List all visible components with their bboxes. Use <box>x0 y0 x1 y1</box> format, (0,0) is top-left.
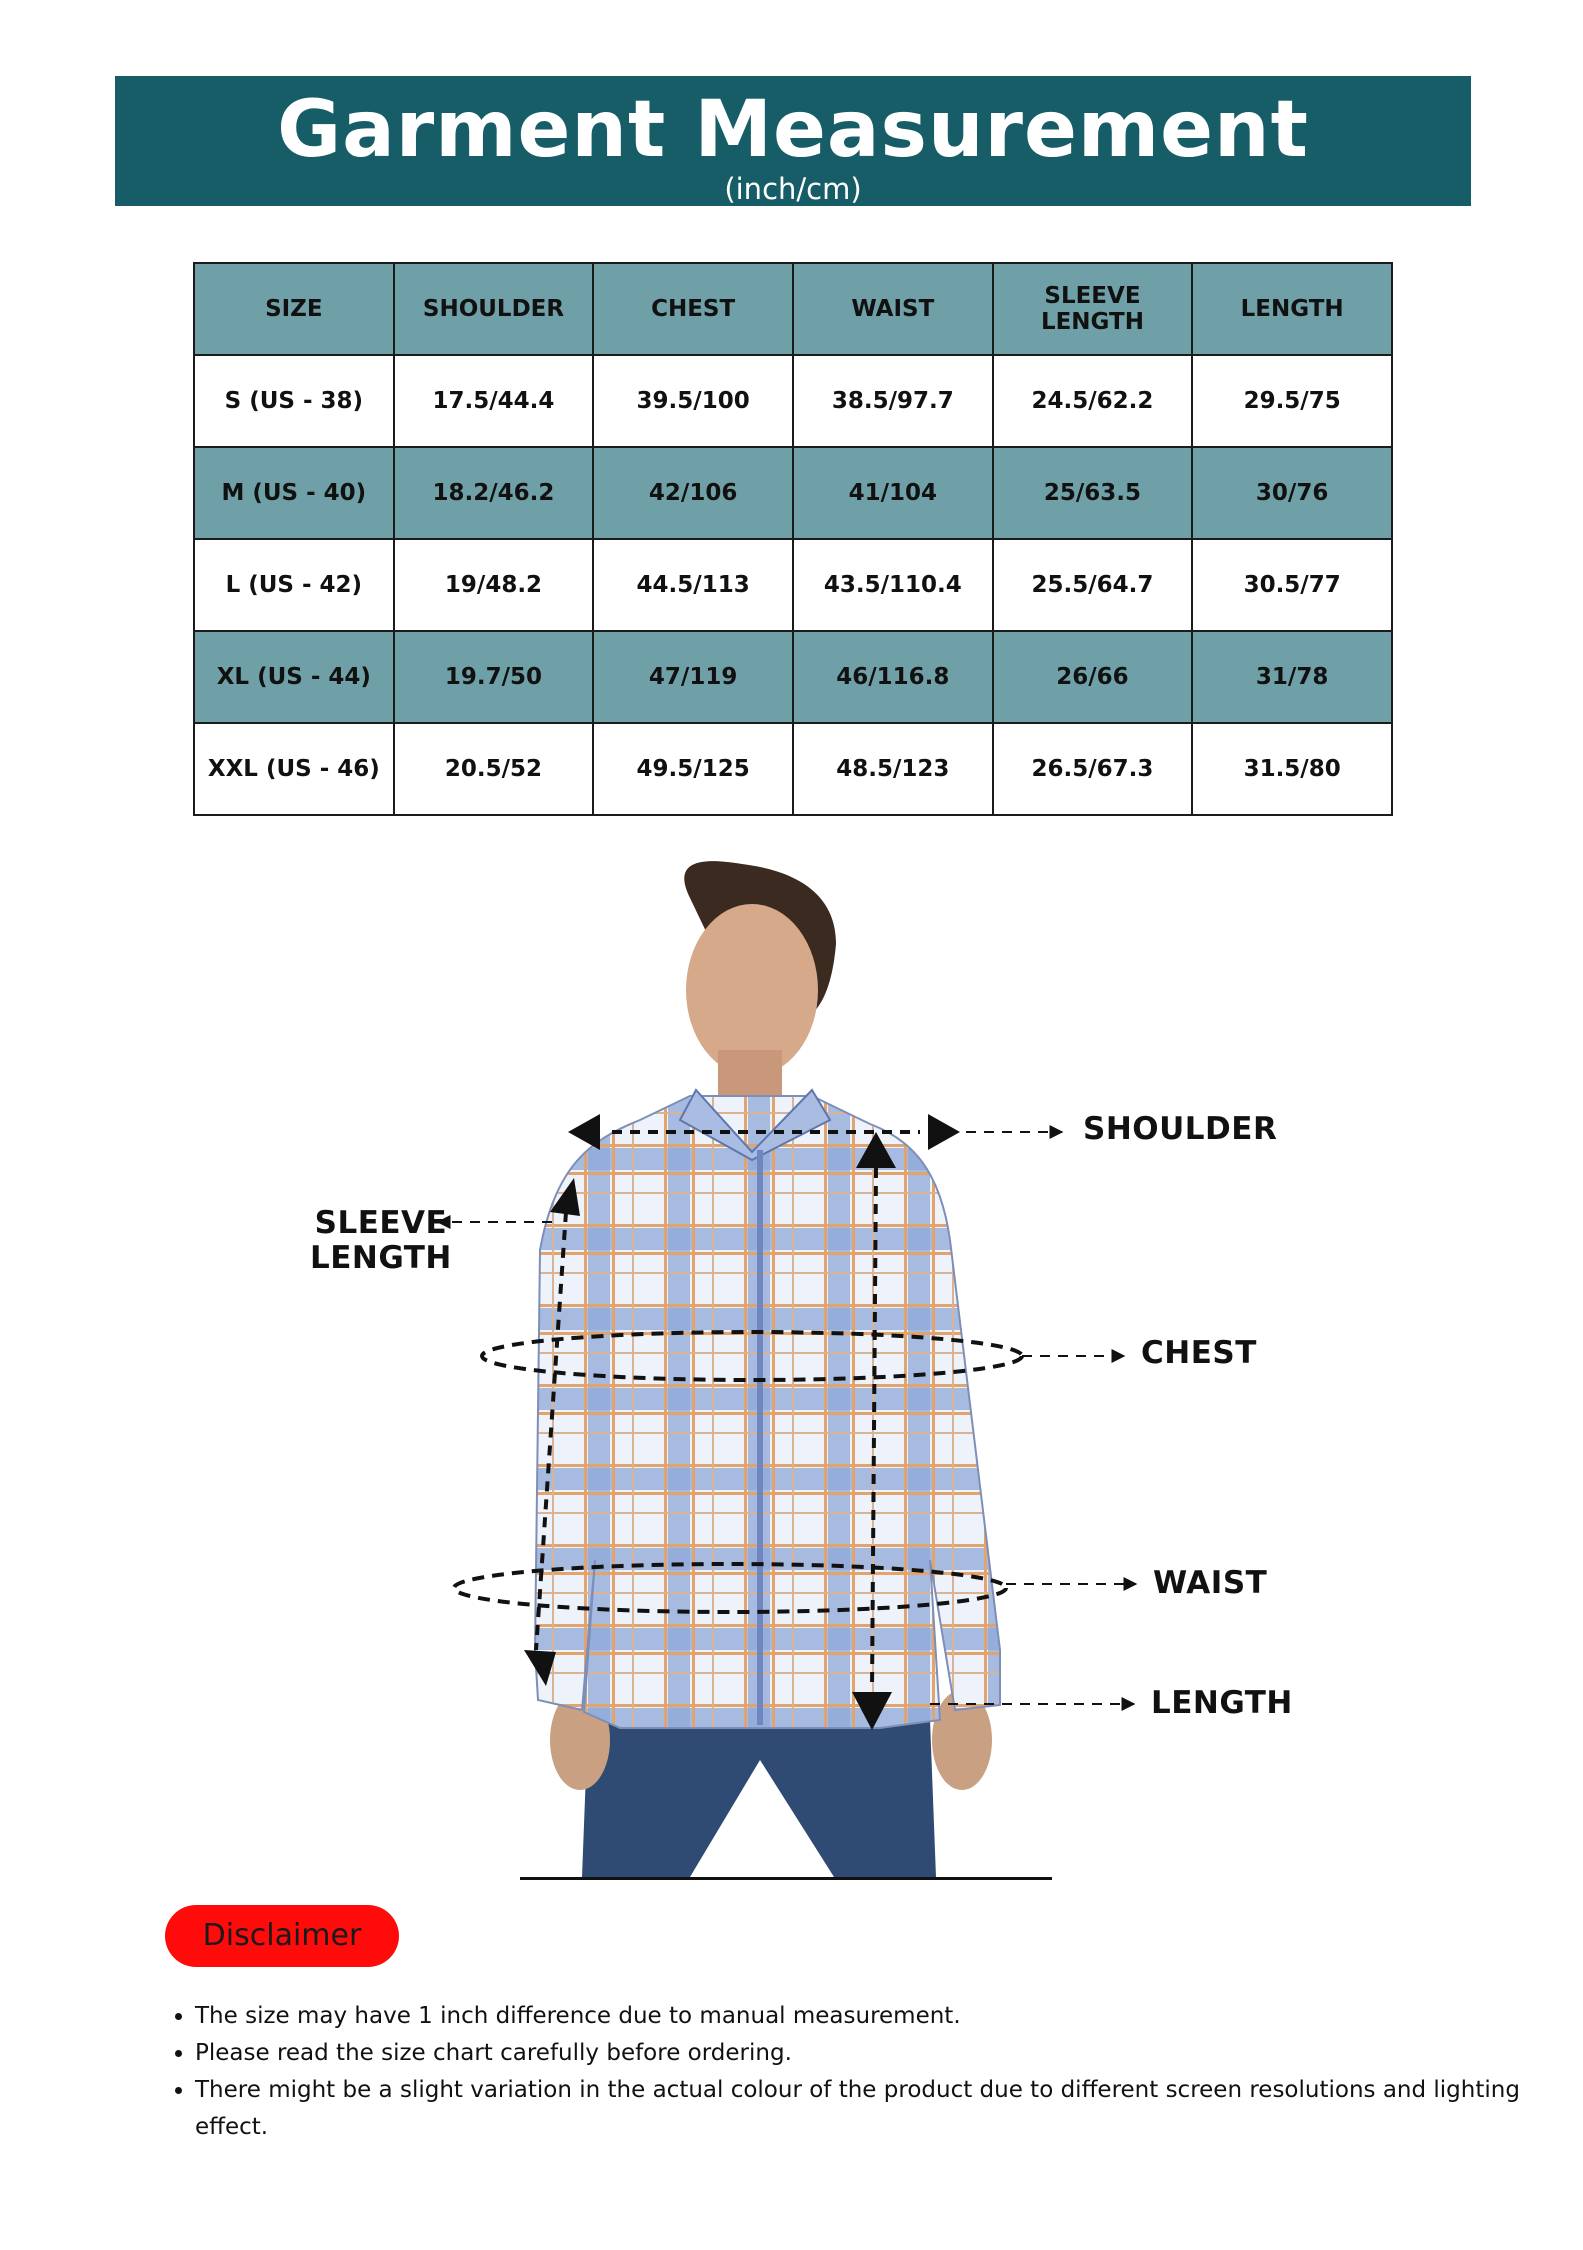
model-illustration <box>0 840 1583 1900</box>
table-cell: 20.5/52 <box>394 723 594 815</box>
table-row <box>194 723 1392 815</box>
table-cell: 39.5/100 <box>593 355 793 447</box>
table-cell: 26.5/67.3 <box>993 723 1193 815</box>
column-header: CHEST <box>593 263 793 355</box>
column-header: LENGTH <box>1192 263 1392 355</box>
table-cell: L (US - 42) <box>194 539 394 631</box>
table-cell: 44.5/113 <box>593 539 793 631</box>
table-row <box>194 539 1392 631</box>
label-length: LENGTH <box>1151 1685 1293 1721</box>
table-cell: 24.5/62.2 <box>993 355 1193 447</box>
table-cell: M (US - 40) <box>194 447 394 539</box>
table-row <box>194 447 1392 539</box>
page-title: Garment Measurement <box>277 85 1309 175</box>
column-header: SIZE <box>194 263 394 355</box>
label-chest: CHEST <box>1141 1335 1257 1371</box>
table-cell: 17.5/44.4 <box>394 355 594 447</box>
label-sleeve-line1: SLEEVE <box>314 1205 448 1241</box>
table-cell: 49.5/125 <box>593 723 793 815</box>
label-sleeve-length <box>310 1206 452 1275</box>
table-cell: 30/76 <box>1192 447 1392 539</box>
label-waist: WAIST <box>1153 1565 1268 1601</box>
table-cell: 25.5/64.7 <box>993 539 1193 631</box>
table-cell: 46/116.8 <box>793 631 993 723</box>
table-cell: 25/63.5 <box>993 447 1193 539</box>
table-cell: 30.5/77 <box>1192 539 1392 631</box>
table-cell: 43.5/110.4 <box>793 539 993 631</box>
table-cell: 42/106 <box>593 447 793 539</box>
column-header: SLEEVE LENGTH <box>993 263 1193 355</box>
list-item: • The size may have 1 inch difference due to manual measurement. <box>195 1998 1583 2035</box>
table-row <box>194 355 1392 447</box>
table-cell: 31.5/80 <box>1192 723 1392 815</box>
table-cell: 31/78 <box>1192 631 1392 723</box>
model-jeans <box>582 1720 936 1877</box>
shoulder-arrowhead-right <box>928 1114 960 1150</box>
table-cell: 26/66 <box>993 631 1193 723</box>
column-header: WAIST <box>793 263 993 355</box>
table-cell: XL (US - 44) <box>194 631 394 723</box>
table-cell: XXL (US - 46) <box>194 723 394 815</box>
list-item: • Please read the size chart carefully before ordering. <box>195 2035 1583 2072</box>
table-row <box>194 631 1392 723</box>
table-cell: 41/104 <box>793 447 993 539</box>
table-cell: 29.5/75 <box>1192 355 1392 447</box>
column-header: SHOULDER <box>394 263 594 355</box>
table-cell: 19/48.2 <box>394 539 594 631</box>
disclaimer-notes <box>165 1998 1583 2146</box>
floor-line <box>520 1877 1052 1880</box>
table-cell: 18.2/46.2 <box>394 447 594 539</box>
disclaimer-badge: Disclaimer <box>165 1905 399 1967</box>
label-shoulder: SHOULDER <box>1083 1111 1278 1147</box>
table-header-row <box>194 263 1392 355</box>
unit-subtitle: (inch/cm) <box>724 172 862 206</box>
list-item: • There might be a slight variation in the actual colour of the product due to different screen resolutions and lighting effect. <box>195 2072 1583 2146</box>
table-cell: 19.7/50 <box>394 631 594 723</box>
table-cell: 48.5/123 <box>793 723 993 815</box>
model-shirt <box>535 1096 1000 1728</box>
label-sleeve-line2: LENGTH <box>310 1239 452 1276</box>
shoulder-arrowhead-left <box>568 1114 600 1150</box>
table-cell: 38.5/97.7 <box>793 355 993 447</box>
table-cell: 47/119 <box>593 631 793 723</box>
table-cell: S (US - 38) <box>194 355 394 447</box>
size-chart-table <box>193 262 1393 816</box>
title-banner <box>115 76 1471 206</box>
